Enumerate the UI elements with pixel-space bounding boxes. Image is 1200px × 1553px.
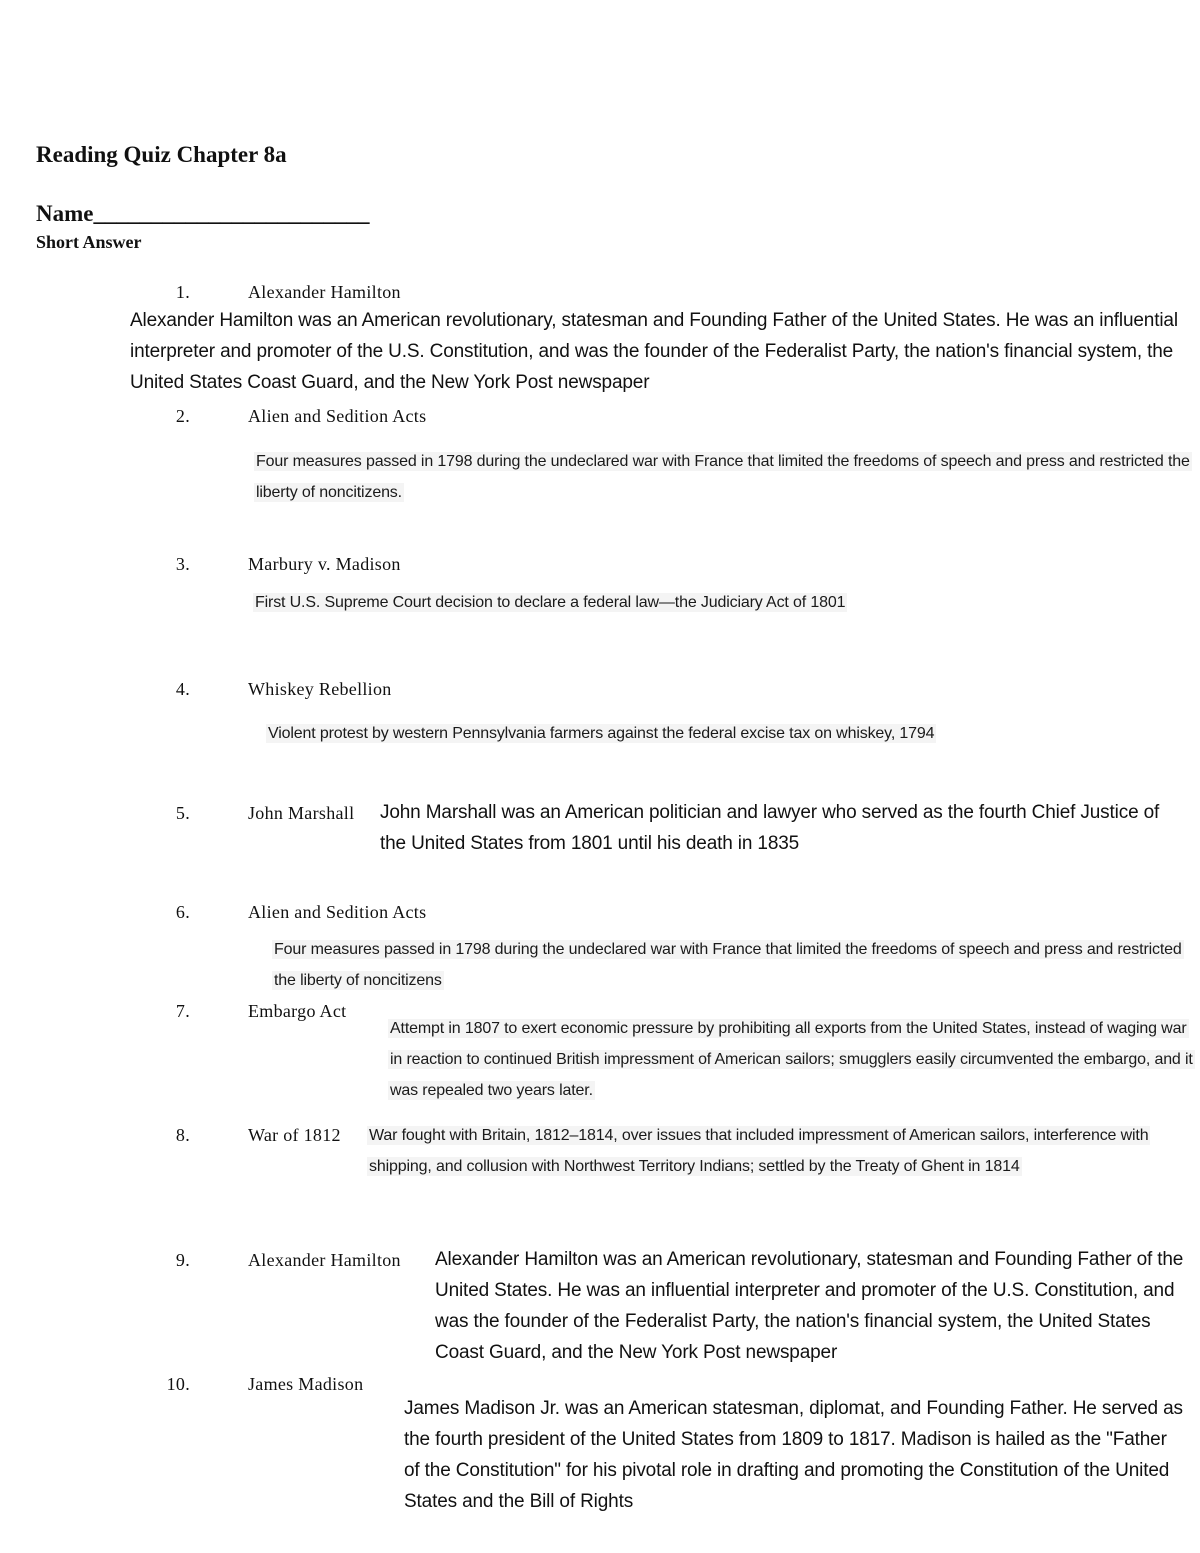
question-number: 5.: [175, 803, 190, 823]
question-number: 8.: [175, 1125, 190, 1145]
answer-text: Four measures passed in 1798 during the undeclared war with France that limited the freedoms of speech and press and restricted the liberty of noncitizens.: [256, 453, 1190, 501]
question-number: 7.: [175, 1001, 190, 1021]
question-number: 2.: [175, 406, 190, 426]
question-number: 6.: [175, 902, 190, 922]
answer-text: Alexander Hamilton was an American revolutionary, statesman and Founding Father of the United States. He was an influential interpreter and promoter of the U.S. Constitution, and was the founder of the Federalist Party, the nation's financial system, the United States Coast Guard, and the New York Post newspaper: [130, 310, 1178, 393]
question-number: 3.: [175, 554, 190, 574]
question-term: Whiskey Rebellion: [248, 679, 392, 699]
question-term: Alexander Hamilton: [248, 1250, 401, 1270]
answer-text: James Madison Jr. was an American statesman, diplomat, and Founding Father. He served as the fourth president of the United States from 1809 to 1817. Madison is hailed as the "Father of the Constitution" for his pivotal role in drafting and promoting the Constitution of the United States and the Bill of Rights: [404, 1398, 1183, 1512]
question-term: James Madison: [248, 1374, 364, 1394]
question-number: 1.: [175, 282, 190, 302]
answer-text: War fought with Britain, 1812–1814, over issues that included impressment of American sailors, interference with shipping, and collusion with Northwest Territory Indians; settled by the Treaty of Ghent in 1814: [369, 1127, 1149, 1175]
answer-text: Four measures passed in 1798 during the undeclared war with France that limited the freedoms of speech and press and restricted the liberty of noncitizens: [274, 941, 1182, 989]
answer-text: John Marshall was an American politician and lawyer who served as the fourth Chief Justice of the United States from 1801 until his death in 1835: [380, 802, 1160, 854]
answer-text: Violent protest by western Pennsylvania farmers against the federal excise tax on whiskey, 1794: [268, 725, 935, 742]
answer-text: Attempt in 1807 to exert economic pressure by prohibiting all exports from the United States, instead of waging war in reaction to continued British impressment of American sailors; smugglers easily circumvented the embargo, and it was repealed two years later.: [390, 1020, 1193, 1099]
question-term: Alien and Sedition Acts: [248, 902, 427, 922]
answer-text: Alexander Hamilton was an American revolutionary, statesman and Founding Father of the United States. He was an influential interpreter and promoter of the U.S. Constitution, and was the founder of the Federalist Party, the nation's financial system, the United States Coast Guard, and the New York Post newspaper: [435, 1249, 1184, 1363]
question-term: Marbury v. Madison: [248, 554, 401, 574]
name-field: Name________________________: [36, 201, 370, 226]
question-term: Alien and Sedition Acts: [248, 406, 427, 426]
section-heading: Short Answer: [36, 232, 142, 252]
answer-text: First U.S. Supreme Court decision to declare a federal law—the Judiciary Act of 1801: [255, 594, 846, 611]
question-term: War of 1812: [248, 1125, 341, 1145]
question-term: Alexander Hamilton: [248, 282, 401, 302]
question-term: John Marshall: [248, 803, 355, 823]
question-number: 10.: [166, 1374, 190, 1394]
question-number: 9.: [175, 1250, 190, 1270]
page-title: Reading Quiz Chapter 8a: [36, 142, 287, 167]
question-number: 4.: [175, 679, 190, 699]
question-term: Embargo Act: [248, 1001, 347, 1021]
